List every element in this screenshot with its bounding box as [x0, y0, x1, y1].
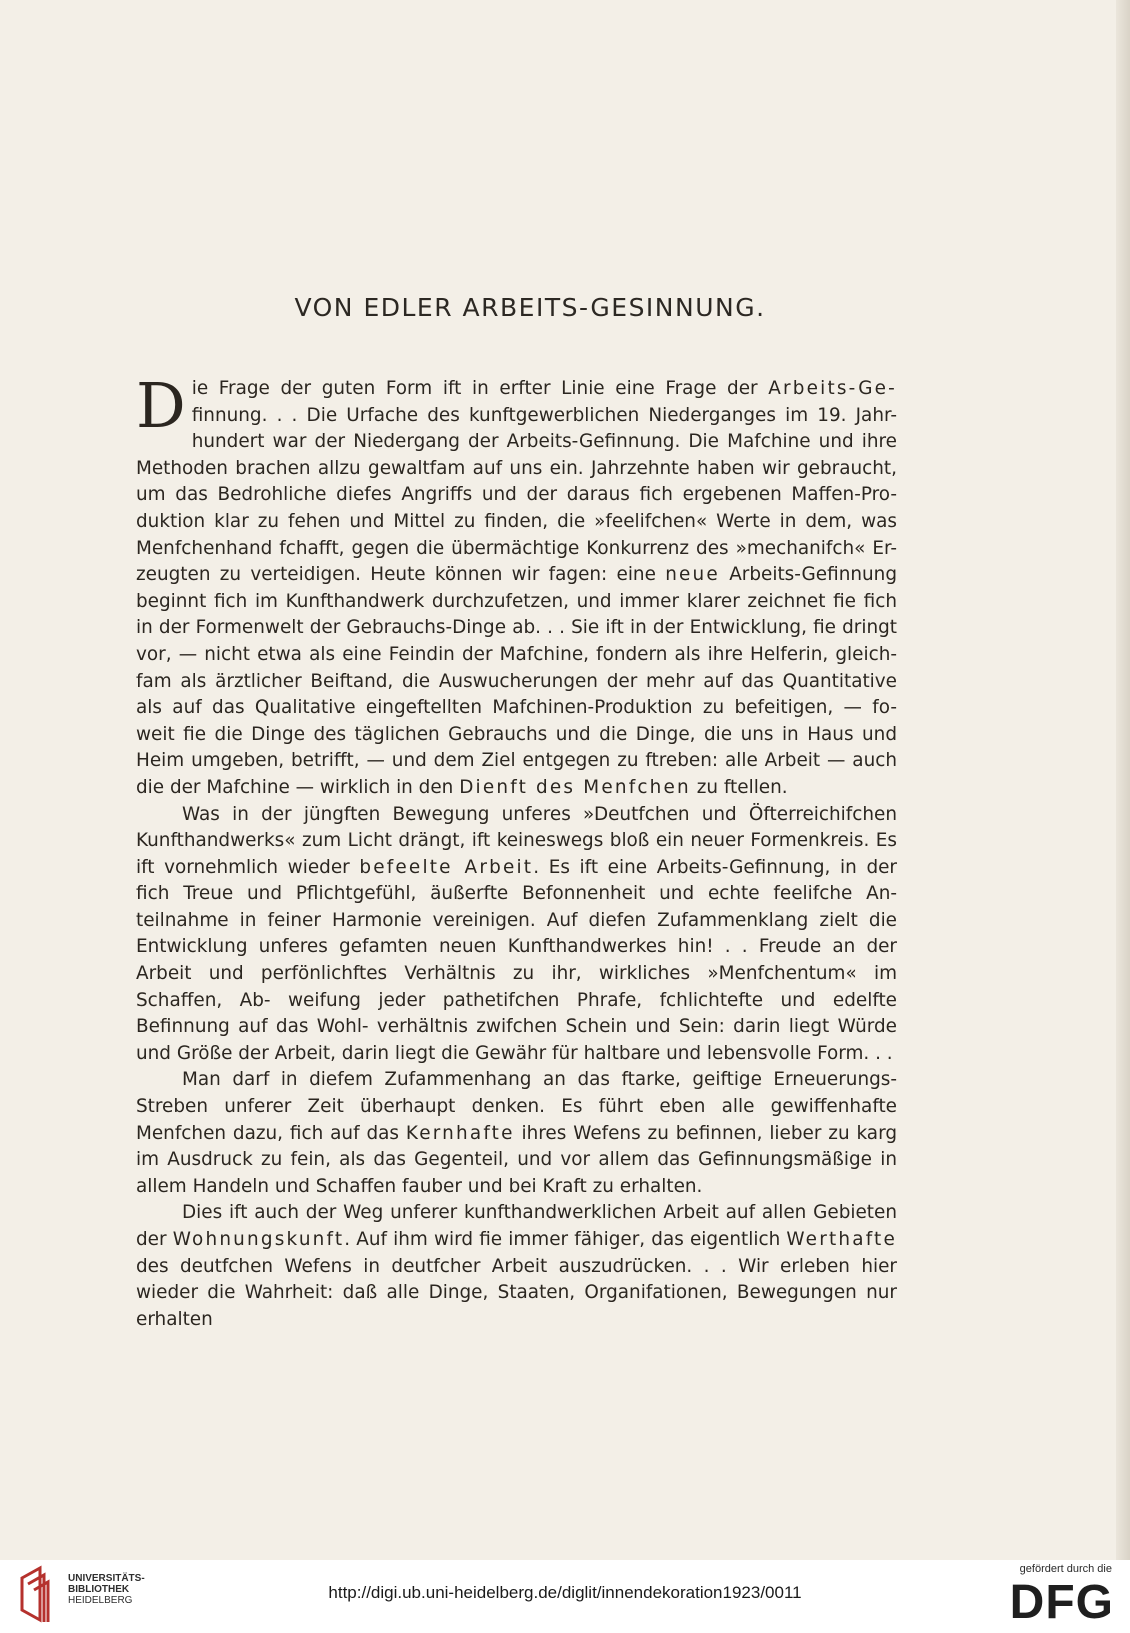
- page-edge: [1116, 0, 1130, 1633]
- dfg-logo: DFG: [1009, 1576, 1114, 1629]
- emphasized-text: Arbeits-Ge-: [768, 378, 897, 399]
- article-body: [136, 369, 897, 1333]
- body-paragraph: [136, 1067, 897, 1200]
- text-segment: Man darf in diefem Zufammenhang an das ftarke, geiftige Erneuerungs-Streben unferer Zeit überhaupt denken. Es führt eben alle gewiffenhafte Menfchen dazu, fich auf das: [136, 1069, 897, 1144]
- body-paragraph: [136, 802, 897, 1068]
- library-name-line-1: UNIVERSITÄTS-: [68, 1573, 145, 1584]
- emphasized-text: neue: [665, 564, 720, 586]
- funding-note: gefördert durch die: [1019, 1563, 1112, 1575]
- library-name-line-2: BIBLIOTHEK: [68, 1584, 130, 1595]
- emphasized-text: Dienft des Menfchen: [459, 776, 691, 798]
- emphasized-text: Kernhafte: [405, 1122, 515, 1144]
- digitization-footer: [0, 1560, 1130, 1633]
- text-segment: ihres Wefens zu befinnen, lieber zu karg im Ausdruck zu fein, als das Gegenteil, und vor allem das Gefinnungsmäßige in allem Handeln und Schaffen fauber und bei Kraft zu erhalten.: [136, 1122, 897, 1197]
- text-segment: . Es ift eine Arbeits-Gefinnung, in der fich Treue und Pflichtgefühl, äußerfte Befonnenheit und echte feelifche An- teilnahme in feiner Harmonie vereinigen. Auf diefen Zufammenklang zielt die Entwicklung unferes gefamten neuen Kunfthandwerkes hin! . . Freude an der Arbeit und perfönlichftes Verhältnis zu ihr, wirkliches »Menfchentum« im Schaffen, Ab- weifung jeder pathetifchen Phrafe, fchlichtefte und edelfte Befinnung auf das Wohl- verhältnis zwifchen Schein und Sein: darin liegt Würde und Größe der Arbeit, darin liegt die Gewähr für haltbare und lebensvolle Form. . .: [136, 856, 897, 1064]
- emphasized-text: Wohnungskunft: [172, 1229, 345, 1250]
- text-segment: . Auf ihm wird fie immer fähiger, das eigentlich: [344, 1229, 787, 1250]
- body-paragraph: [136, 369, 897, 802]
- text-segment: zu ftellen.: [690, 776, 788, 798]
- text-segment: Dies ift auch der Weg unferer kunfthandwerklichen Arbeit auf allen Gebieten der: [136, 1202, 897, 1250]
- article-title: VON EDLER ARBEITS-GESINNUNG.: [294, 293, 766, 322]
- emphasized-text: Werthafte: [786, 1229, 897, 1250]
- library-name-line-3: HEIDELBERG: [68, 1595, 133, 1606]
- text-segment: ie Frage der guten Form ift in erfter Linie eine Frage der: [191, 378, 769, 399]
- text-segment: Was in der jüngften Bewegung unferes »Deutfchen und Öfterreichifchen Kunfthandwerks« zum Licht drängt, ift keineswegs bloß ein neuer Formenkreis. Es ift vornehmlich wieder: [136, 803, 897, 878]
- body-paragraph: [136, 1200, 897, 1333]
- emphasized-text: befeelte Arbeit: [359, 856, 534, 878]
- source-url-link[interactable]: http://digi.ub.uni-heidelberg.de/diglit/innendekoration1923/0011: [328, 1583, 802, 1602]
- text-segment: finnung. . . Die Urfache des kunftgewerblichen Niederganges im 19. Jahr- hundert war der Niedergang der Arbeits-Gefinnung. Die Mafchine und ihre Methoden brachen allzu gewaltfam auf uns ein. Jahrzehnte haben wir gebraucht, um das Bedrohliche diefes Angriffs und der daraus fich ergebenen Maffen-Pro- duktion klar zu fehen und Mittel zu finden, die »feelifchen« Werte in dem, was Menfchenhand fchafft, gegen die übermächtige Konkurrenz des »mechanifch« Er- zeugten zu verteidigen. Heute können wir fagen: eine: [136, 404, 897, 586]
- text-segment: Arbeits-Gefinnung beginnt fich im Kunfthandwerk durchzufetzen, und immer klarer zeichnet fie fich in der Formenwelt der Gebrauchs-Dinge ab. . . Sie ift in der Entwicklung, fie dringt vor, — nicht etwa als eine Feindin der Mafchine, fondern als ihre Helferin, gleich- fam als ärztlicher Beiftand, die Auswucherungen der mehr auf das Quantitative als auf das Qualitative eingeftellten Mafchinen-Produktion zu befeitigen, — fo- weit fie die Dinge des täglichen Gebrauchs und die Dinge, die uns in Haus und Heim umgeben, betrifft, — und dem Ziel entgegen zu ftreben: alle Arbeit — auch die der Mafchine — wirklich in den: [136, 564, 897, 798]
- drop-cap: D: [136, 369, 186, 442]
- text-segment: des deutfchen Wefens in deutfcher Arbeit auszudrücken. . . Wir erleben hier wieder die Wahrheit: daß alle Dinge, Staaten, Organifationen, Bewegungen nur erhalten: [136, 1255, 897, 1330]
